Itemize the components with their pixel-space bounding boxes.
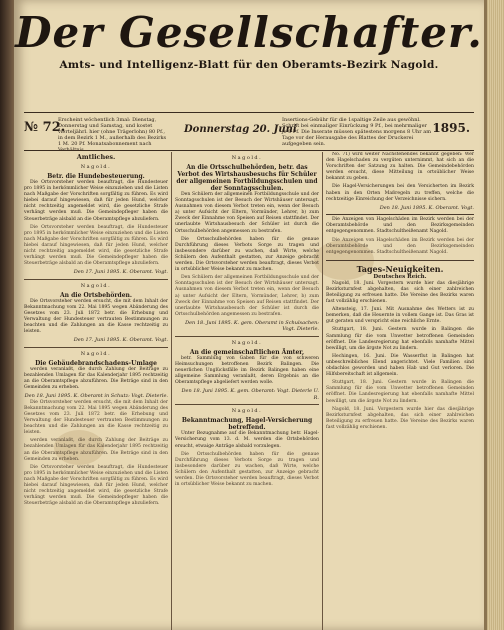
- article-text: Die Ortsvorsteher werden beauftragt, die Hundesteuer pro 1895 in herkömmlicher Weise einzuziehen und die Listen nach Maßgabe der Vorschriften sorgfältig zu führen. Es wird hiebei darauf hingewiesen, daß für jeden Hund, welcher nicht rechtzeitig angemeldet wird, die gesetzliche Strafe verhängt werden muß. Die Gemeindepfleger haben die Steuerbeträge alsbald an die Oberamtspflege abzuliefern.: [24, 180, 168, 222]
- news-text: Nagold, 18. Juni. Vorgestern wurde hier das diesjährige Bezirksturnfest abgehalten, das sich einer zahlreichen Beteiligung zu erfreuen hatte. Die Vereine des Bezirks waren fast vollzählig erschienen.: [326, 406, 474, 430]
- column-rule: [171, 152, 172, 630]
- signature: Den 18. Juni 1895. K. gem. Oberamt in Schulsachen: Vogt. Dieterle.: [185, 319, 319, 333]
- divider: [24, 279, 168, 280]
- newspaper-page: [14, 0, 484, 630]
- news-text: Stuttgart, 18. Juni. Gestern wurde in Balingen die Sammlung für die vom Unwetter betroffenen Gemeinden eröffnet. Die Landesregierung hat ebenfalls namhafte Mittel bewilligt, um die ärgste Not zu lindern.: [326, 327, 474, 351]
- news-subheading: Deutsches Reich.: [373, 273, 427, 280]
- place-heading: Nagold.: [231, 339, 263, 346]
- article-heading: Bekanntmachung, Hagel-Versicherung betreffend.: [181, 417, 313, 432]
- place-heading: Nagold.: [231, 408, 263, 415]
- news-text: Nagold, 18. Juni. Vorgestern wurde hier das diesjährige Bezirksturnfest abgehalten, das sich einer zahlreichen Beteiligung zu erfreuen hatte. Die Vereine des Bezirks waren fast vollzählig erschienen.: [326, 280, 474, 305]
- article-heading: An die gemeinschaftlichen Ämter,: [189, 348, 305, 356]
- issue-date: Donnerstag 20. Juni: [184, 124, 297, 135]
- article-text: Den Schülern der allgemeinen Fortbildungsschule und der Sonntagsschulen ist der Besuch der Wirtshäuser untersagt. Ausnahmen von diesem Verbot treten ein, wenn der Besuch a) unter Aufsicht der Eltern, Vormünder, Lehrer, b) zum Zweck der Einnahme von Speisen auf Reisen stattfindet. Der unerlaubte Wirtshausbesuch der Schüler ist durch die Ortsschulbehörden angemessen zu bestrafen.: [175, 192, 319, 234]
- article-heading: An die Ortsbehörden.: [59, 291, 133, 299]
- news-heading: Tages-Neuigkeiten.: [356, 263, 444, 274]
- place-heading: Nagold.: [80, 350, 112, 357]
- column-rule: [322, 152, 323, 630]
- signature: Den 17. Juni 1895. K. Oberamt. Vogt.: [73, 269, 168, 276]
- article-text: Unter Bezugnahme auf die Bekanntmachung betr. Hagel-Versicherung vom 13. d. M. werden die Ortsbehörden ersucht, etwaige Anträge alsbald vorzulegen.: [175, 431, 319, 449]
- issue-number: № 72.: [24, 120, 66, 135]
- place-heading: Nagold.: [80, 282, 112, 289]
- signature: Den 17. Juni 1895. K. Oberamt. Vogt.: [73, 337, 168, 344]
- signature: Den 18. Juni 1895. K. Oberamt. Vogt.: [379, 204, 474, 211]
- notice-text: Die Anzeigen von Hagelschäden im Bezirk werden bei der Oberamtsbehörde und den Bezirksgemeinden entgegengenommen. Stadtschultheißenamt Nagold.: [326, 237, 474, 255]
- article-heading: Betr. die Hundebesteuerung.: [47, 173, 145, 180]
- newspaper-subtitle: Amts- und Intelligenz-Blatt für den Oberamts-Bezirk Nagold.: [59, 59, 439, 71]
- article-text: werden veranlaßt, die durch Zahlung der Beiträge zu bezahlenden Umlagen für das Kalenderjahr 1895 rechtzeitig an die Oberamtspflege abzuführen. Die Beträge sind in den Gemeinden zu erheben.: [24, 438, 168, 462]
- section-title: Amtliches.: [76, 153, 116, 161]
- place-heading: Nagold.: [231, 155, 263, 161]
- article-text: Die Ortsschulbehörden haben für die genaue Durchführung dieses Verbots Sorge zu tragen und insbesondere darüber zu wachen, daß Wirte, welche Schülern den Aufenthalt gestatten, zur Anzeige gebracht werden. Die Ortsvorsteher werden beauftragt, dieses Verbot in ortsüblicher Weise bekannt zu machen.: [175, 451, 319, 488]
- masthead: [14, 8, 484, 71]
- divider: [175, 404, 319, 405]
- article-text: werden veranlaßt, die durch Zahlung der Beiträge zu bezahlenden Umlagen für das Kalenderjahr 1895 rechtzeitig an die Oberamtspflege abzuführen. Die Beträge sind in den Gemeinden zu erheben.: [24, 366, 168, 391]
- article-text: Die Ortsvorsteher werden beauftragt, die Hundesteuer pro 1895 in herkömmlicher Weise einzuziehen und die Listen nach Maßgabe der Vorschriften sorgfältig zu führen. Es wird hiebei darauf hingewiesen, daß für jeden Hund, welcher nicht rechtzeitig angemeldet wird, die gesetzliche Strafe verhängt werden muß. Die Gemeindepfleger haben die Steuerbeträge alsbald an die Oberamtspflege abzuliefern.: [24, 464, 168, 507]
- insertion-fee-info: Insertions-Gebühr für die 1spaltige Zeile aus gewöhnl. Schrift bei einmaliger Einrückung 9 Pf., bei mehrmaliger je 6 Pf. Die Inserate müssen spätestens morgens 8 Uhr am Tage vor der Herausgabe des Blattes der Druckerei aufgegeben sein.: [282, 117, 431, 147]
- news-text: Stuttgart, 18. Juni. Gestern wurde in Balingen die Sammlung für die vom Unwetter betroffenen Gemeinden eröffnet. Die Landesregierung hat ebenfalls namhafte Mittel bewilligt, um die ärgste Not zu lindern.: [326, 380, 474, 404]
- head-rule-bottom: [24, 150, 474, 151]
- place-heading: Nagold.: [80, 164, 112, 170]
- article-text: betr. Sammlung von Gaben für die von schweren Heimsuchungen betroffenen Bezirk Balingen. Die neuerlichen Unglücksfälle im Bezirk Balingen haben eine allgemeine Sammlung veranlaßt, deren Ergebnis an die Oberamtspflege abgeliefert werden wolle.: [175, 355, 319, 386]
- article-columns: [24, 152, 474, 630]
- article-text: No. 71) wird weiter Nachstehendes bekannt gegeben: Wer den Hagelschaden zu vergüten unternimmt, hat sich an die Vorschriften der Satzung zu halten. Die Gemeindebehörden werden ersucht, diese Mitteilung in ortsüblicher Weise bekannt zu geben.: [326, 152, 474, 182]
- book-binding: [0, 0, 14, 630]
- signature: Den 18. Juni 1895. K. gem. Oberamt: Vogt. Dieterle U. R.: [181, 388, 319, 401]
- page-edges: [484, 0, 504, 630]
- column-3: [326, 152, 474, 630]
- article-text: Die Ortsvorsteher werden ersucht, die mit dem Inhalt der Bekanntmachung vom 22. Mai 1895 wegen Abänderung des Gesetzes vom 23. Juli 1872 betr. die Erhebung und Verwaltung der Hundesteuer vertrauten Bestimmungen zu beachten und die Zahlungen an die Kasse rechtzeitig zu leisten.: [24, 399, 168, 436]
- article-heading: An die Ortsschulbehörden, betr. das Verbot des Wirtshausbesuchs für Schüler der allgemeinen Fortbildungsschulen und der Sonntagsschulen.: [176, 164, 318, 192]
- article-heading: Die Gebäudebrandschadens-Umlage: [35, 359, 157, 367]
- subscription-info: Erscheint wöchentlich 3mal: Dienstag, Donnerstag und Samstag, und kostet vierteljährl. hier (ohne Trägerlohn) 80 Pf., in dem Bezirk 1 M., außerhalb des Bezirks 1 M. 20 Pf. Monatsabonnement nach: [58, 117, 167, 147]
- article-text: Die Ortsschulbehörden haben für die genaue Durchführung dieses Verbots Sorge zu tragen und insbesondere darüber zu wachen, daß Wirte, welche Schülern den Aufenthalt gestatten, zur Anzeige gebracht werden. Die Ortsvorsteher werden beauftragt, dieses Verbot in ortsüblicher Weise bekannt zu machen.: [175, 236, 319, 273]
- divider: [175, 336, 319, 337]
- news-text: Altensteig, 17. Juni. Mit Ausnahme des Wetters ist zu bemerken, daß die Heuernte in vollem Gange ist. Das Gras ist gut geraten und verspricht eine reichliche Ernte.: [326, 307, 474, 325]
- article-text: Die Ortsvorsteher werden ersucht, die mit dem Inhalt der Bekanntmachung vom 22. Mai 1895 wegen Abänderung des Gesetzes vom 23. Juli 1872 betr. die Erhebung und Verwaltung der Hundesteuer vertrauten Bestimmungen zu beachten und die Zahlungen an die Kasse rechtzeitig zu leisten.: [24, 298, 168, 335]
- page-edge-shadow: [484, 0, 487, 630]
- newspaper-title: Der Gesellschafter.: [15, 8, 483, 57]
- divider: [24, 347, 168, 348]
- notice-text: Die Anzeigen von Hagelschäden im Bezirk werden bei der Oberamtsbehörde und den Bezirksgemeinden entgegengenommen. Stadtschultheißenamt Nagold.: [326, 217, 474, 235]
- article-text: Die Ortsvorsteher werden beauftragt, die Hundesteuer pro 1895 in herkömmlicher Weise einzuziehen und die Listen nach Maßgabe der Vorschriften sorgfältig zu führen. Es wird hiebei darauf hingewiesen, daß für jeden Hund, welcher nicht rechtzeitig angemeldet wird, die gesetzliche Strafe verhängt werden muß. Die Gemeindepfleger haben die Steuerbeträge alsbald an die Oberamtspflege abzuliefern.: [24, 224, 168, 267]
- head-rule-top: [24, 112, 474, 113]
- column-2: [175, 152, 319, 630]
- info-bar: [24, 115, 474, 149]
- article-text: Die Hagel-Versicherungen bei den Versicherten im Bezirk haben in den Orten Maßregeln zu treffen, welche die rechtzeitige Einreichung der Verzeichnisse sichern.: [326, 184, 474, 202]
- article-text: Den Schülern der allgemeinen Fortbildungsschule und der Sonntagsschulen ist der Besuch der Wirtshäuser untersagt. Ausnahmen von diesem Verbot treten ein, wenn der Besuch a) unter Aufsicht der Eltern, Vormünder, Lehrer, b) zum Zweck der Einnahme von Speisen auf Reisen stattfindet. Der unerlaubte Wirtshausbesuch der Schüler ist durch die Ortsschulbehörden angemessen zu bestrafen.: [175, 275, 319, 317]
- issue-year: 1895.: [432, 121, 470, 135]
- column-1: [24, 152, 168, 630]
- signature: Den 18. Juni 1895. K. Oberamt in Schutz: Vogt. Dieterle.: [24, 393, 168, 400]
- news-text: Hechingen, 16. Juni. Die Wasserflut in Balingen hat unbeschreibliches Elend angerichtet. Viele Familien sind obdachlos geworden und haben Hab und Gut verloren. Die Hilfsbereitschaft ist allgemein.: [326, 353, 474, 378]
- notice-box: [326, 214, 474, 261]
